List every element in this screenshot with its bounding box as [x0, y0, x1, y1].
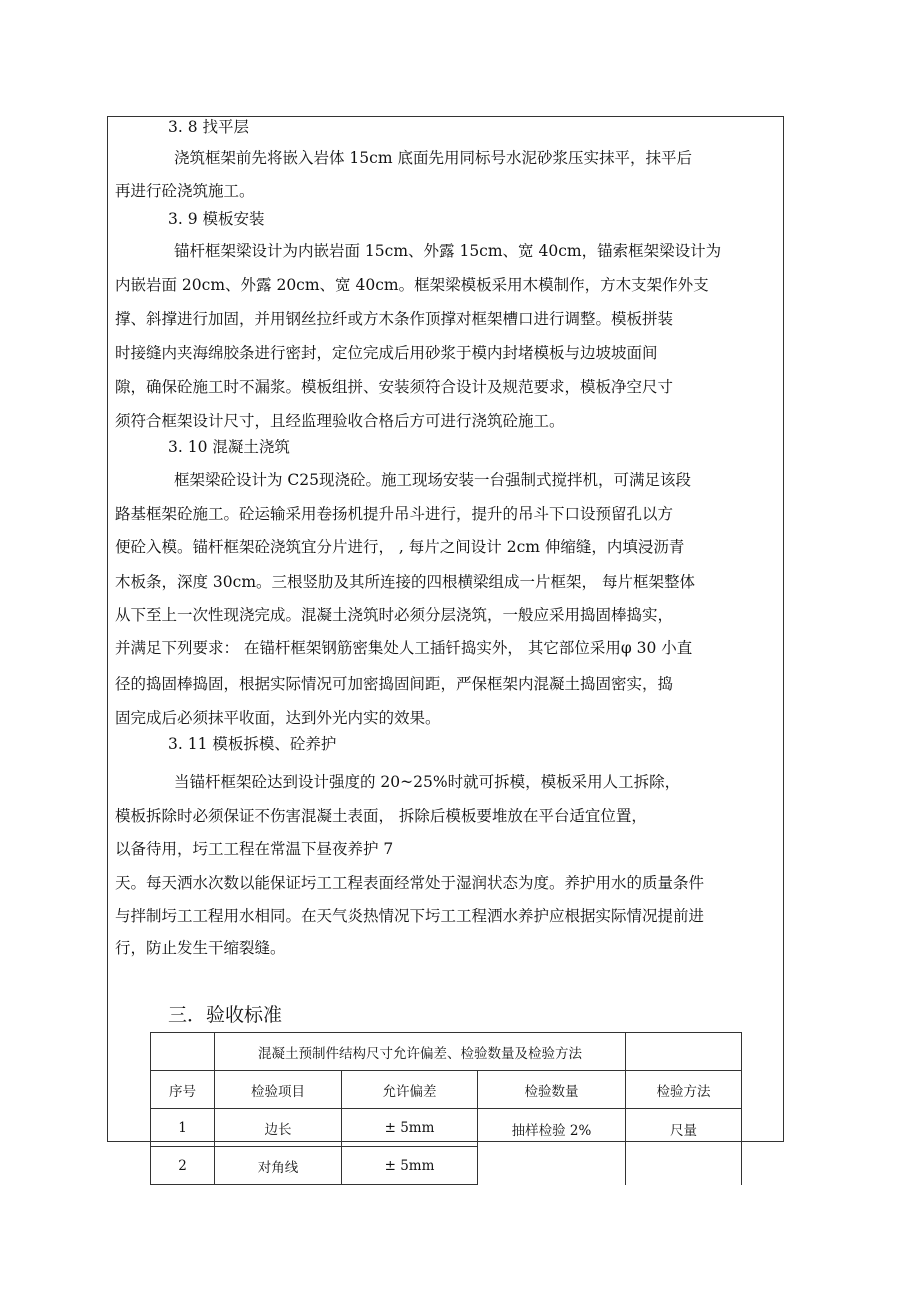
heading-3-8: 3. 8 找平层 [168, 118, 250, 136]
table-title-blank-cell [626, 1033, 742, 1071]
table-header: 序号 [151, 1071, 215, 1109]
table-title-blank-cell [151, 1033, 215, 1071]
heading-3-9: 3. 9 模板安装 [168, 210, 265, 228]
paragraph-line: 以备待用，圬工工程在常温下昼夜养护 7 [115, 840, 394, 858]
paragraph-line: 木板条，深度 30cm。三根竖肋及其所连接的四根横梁组成一片框架， 每片框架整体 [115, 573, 695, 591]
paragraph-line: 固完成后必须抹平收面，达到外光内实的效果。 [115, 709, 441, 727]
paragraph-line: 浇筑框架前先将嵌入岩体 15cm 底面先用同标号水泥砂浆压实抹平，抹平后 [174, 149, 692, 167]
paragraph-line: 并满足下列要求： 在锚杆框架钢筋密集处人工插钎捣实外， 其它部位采用φ 30 小直 [115, 639, 693, 657]
table-header: 检验项目 [215, 1071, 342, 1109]
paragraph-line: 天。每天洒水次数以能保证圬工工程表面经常处于湿润状态为度。养护用水的质量条件 [115, 874, 705, 892]
paragraph-line: 路基框架砼施工。砼运输采用卷扬机提升吊斗进行，提升的吊斗下口设预留孔以方 [115, 505, 674, 523]
paragraph-line: 径的捣固棒捣固，根据实际情况可加密捣固间距，严保框架内混凝土捣固密实，捣 [115, 675, 674, 693]
paragraph-line: 隙，确保砼施工时不漏浆。模板组拼、安装须符合设计及规范要求，模板净空尺寸 [115, 378, 674, 396]
paragraph-line: 当锚杆框架砼达到设计强度的 20~25%时就可拆模，模板采用人工拆除， [174, 773, 681, 791]
paragraph-line: 须符合框架设计尺寸，且经监理验收合格后方可进行浇筑砼施工。 [115, 412, 565, 430]
table-cell-method: 尺量 [626, 1109, 742, 1185]
table-cell-no: 2 [151, 1147, 215, 1185]
paragraph-line: 便砼入模。锚杆框架砼浇筑宜分片进行， , 每片之间设计 2cm 伸缩缝，内填浸沥青 [115, 538, 685, 556]
heading-3-11: 3. 11 模板拆模、砼养护 [168, 735, 337, 753]
table-cell-item: 边长 [215, 1109, 342, 1147]
paragraph-line: 内嵌岩面 20cm、外露 20cm、宽 40cm。框架梁模板采用木模制作，方木支架作外支 [115, 276, 709, 294]
table-header: 检验方法 [626, 1071, 742, 1109]
table-cell-tolerance: ± 5mm [342, 1109, 478, 1147]
table-header: 检验数量 [478, 1071, 626, 1109]
paragraph-line: 模板拆除时必须保证不伤害混凝土表面， 拆除后模板要堆放在平台适宜位置， [115, 807, 647, 825]
paragraph-line: 框架梁砼设计为 C25现浇砼。施工现场安装一台强制式搅拌机，可满足该段 [174, 471, 692, 489]
table-cell-item: 对角线 [215, 1147, 342, 1185]
page-frame [107, 116, 784, 1142]
table-title: 混凝土预制件结构尺寸允许偏差、检验数量及检验方法 [215, 1033, 626, 1071]
heading-3-10: 3. 10 混凝土浇筑 [168, 438, 290, 456]
paragraph-line: 从下至上一次性现浇完成。混凝土浇筑时必须分层浇筑，一般应采用捣固棒捣实， [115, 606, 674, 624]
table-cell-quantity: 抽样检验 2% [478, 1109, 626, 1185]
paragraph-line: 再进行砼浇筑施工。 [115, 182, 255, 200]
paragraph-line: 撑、斜撑进行加固，并用钢丝拉纤或方木条作顶撑对框架槽口进行调整。模板拼装 [115, 310, 674, 328]
paragraph-line: 锚杆框架梁设计为内嵌岩面 15cm、外露 15cm、宽 40cm，锚索框架梁设计为 [174, 242, 722, 260]
paragraph-line: 与拌制圬工工程用水相同。在天气炎热情况下圬工工程洒水养护应根据实际情况提前进 [115, 907, 705, 925]
section-title-acceptance: 三．验收标准 [168, 1004, 283, 1026]
table-header: 允许偏差 [342, 1071, 478, 1109]
paragraph-line: 时接缝内夹海绵胶条进行密封，定位完成后用砂浆于模内封堵模板与边坡坡面间 [115, 344, 658, 362]
tolerance-table [150, 1032, 742, 1185]
table-cell-no: 1 [151, 1109, 215, 1147]
paragraph-line: 行，防止发生干缩裂缝。 [115, 939, 286, 957]
table-cell-tolerance: ± 5mm [342, 1147, 478, 1185]
